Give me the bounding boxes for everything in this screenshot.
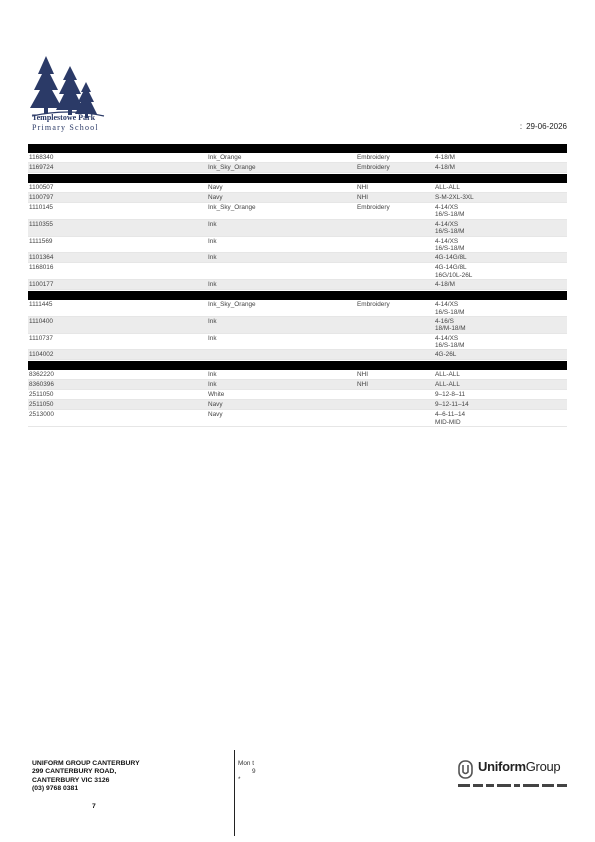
product-colour: Ink_Sky_Orange xyxy=(208,301,256,309)
size-range: ALL-ALL xyxy=(435,371,460,379)
uniform-group-wordmark xyxy=(478,759,560,774)
table-row xyxy=(28,220,567,237)
size-range: 4-14/XS xyxy=(435,334,459,342)
size-range: 16G/10L-26L xyxy=(435,271,473,279)
size-range: 9–12-8–11 xyxy=(435,391,466,399)
product-sizes xyxy=(435,153,595,161)
product-colour: Ink xyxy=(208,381,217,389)
product-decoration: Embroidery xyxy=(357,164,390,171)
size-range: 16/S-18/M xyxy=(435,211,465,219)
size-range: 4-14/XS xyxy=(435,220,459,228)
group-header-band xyxy=(28,291,567,300)
product-colour: Navy xyxy=(208,411,223,419)
product-sizes xyxy=(435,334,595,350)
product-colour: Ink_Sky_Orange xyxy=(208,164,256,171)
size-range: 16/S-18/M xyxy=(435,342,465,350)
product-code: 1110145 xyxy=(29,204,53,211)
page-number: 7 xyxy=(92,803,96,810)
footer-divider xyxy=(234,750,235,836)
product-sizes xyxy=(435,400,595,408)
size-range: 4-16/S xyxy=(435,317,454,325)
product-sizes xyxy=(435,253,595,261)
product-colour: Ink xyxy=(208,334,217,342)
product-colour: Ink xyxy=(208,317,217,325)
group-header-band xyxy=(28,144,567,153)
size-range: S-M-2XL-3XL xyxy=(435,194,474,201)
size-range: 4-18/M xyxy=(435,281,455,289)
size-range: 4G-26L xyxy=(435,351,457,359)
size-range: 4-14/XS xyxy=(435,204,459,211)
product-sizes xyxy=(435,410,595,426)
product-decoration: NHI xyxy=(357,371,369,379)
product-colour: Ink_Orange xyxy=(208,154,242,161)
product-code: 1101364 xyxy=(29,254,54,262)
footer-notes xyxy=(238,760,256,784)
group-header-band xyxy=(28,361,567,370)
address-line2: CANTERBURY VIC 3126 xyxy=(32,776,110,784)
report-date xyxy=(516,122,567,131)
size-range: 4-18/M xyxy=(435,164,455,171)
product-code: 8360396 xyxy=(29,381,54,389)
table-row xyxy=(28,334,567,351)
footer-note-line2: 9 xyxy=(252,768,256,775)
table-row xyxy=(28,153,567,163)
phone-number: (03) 9768 0381 xyxy=(32,785,79,793)
table-row xyxy=(28,400,567,410)
product-sizes xyxy=(435,380,595,388)
table-row xyxy=(28,350,567,360)
product-sizes xyxy=(435,203,595,219)
size-range: MID-MID xyxy=(435,418,461,426)
product-code: 1100507 xyxy=(29,184,54,191)
product-code: 1104002 xyxy=(29,351,54,359)
product-code: 1110737 xyxy=(29,334,53,342)
product-code: 2513000 xyxy=(29,411,54,419)
product-sizes xyxy=(435,183,595,191)
product-colour: Navy xyxy=(208,401,223,409)
table-row xyxy=(28,300,567,317)
product-colour: Ink xyxy=(208,281,217,289)
product-sizes xyxy=(435,237,595,253)
product-decoration: NHI xyxy=(357,184,369,191)
table-row xyxy=(28,370,567,380)
product-colour: Ink xyxy=(208,254,217,262)
product-colour: Ink xyxy=(208,220,217,228)
product-sizes xyxy=(435,370,595,378)
product-sizes xyxy=(435,350,595,358)
product-code: 1111569 xyxy=(29,237,53,245)
product-colour: Navy xyxy=(208,194,223,201)
size-range: 4–6-11–14 xyxy=(435,411,466,419)
product-decoration: NHI xyxy=(357,381,369,389)
product-code: 1169724 xyxy=(29,164,54,171)
product-code: 1110355 xyxy=(29,220,53,228)
product-code: 8362220 xyxy=(29,371,54,379)
size-range: ALL-ALL xyxy=(435,184,460,191)
product-sizes xyxy=(435,317,595,333)
product-sizes xyxy=(435,263,595,279)
date-value: 29-06-2026 xyxy=(526,122,567,131)
size-range: 18/M-18/M xyxy=(435,325,466,333)
footer-note-line3: * xyxy=(238,776,241,783)
product-colour: Ink xyxy=(208,237,217,245)
table-row xyxy=(28,410,567,427)
product-code: 1100797 xyxy=(29,194,54,201)
school-name-line1: Templestowe Park xyxy=(32,113,96,122)
product-code: 1110400 xyxy=(29,317,53,325)
product-decoration: NHI xyxy=(357,194,369,201)
table-row xyxy=(28,380,567,390)
size-range: 4-18/M xyxy=(435,154,455,161)
school-name-line2: Primary School xyxy=(32,123,99,132)
partner-brands-strip-icon xyxy=(458,782,568,789)
size-range: 4G-14G/8L xyxy=(435,254,467,262)
table-row xyxy=(28,203,567,220)
product-sizes xyxy=(435,300,595,316)
table-row xyxy=(28,183,567,193)
product-colour: White xyxy=(208,391,225,399)
table-row xyxy=(28,163,567,173)
group-header-band xyxy=(28,174,567,183)
product-sizes xyxy=(435,390,595,398)
product-code: 1100177 xyxy=(29,281,54,289)
footer-address xyxy=(32,760,140,794)
table-row xyxy=(28,193,567,203)
product-decoration: Embroidery xyxy=(357,154,390,161)
product-colour: Ink_Sky_Orange xyxy=(208,204,256,211)
product-colour: Navy xyxy=(208,184,223,191)
product-sizes xyxy=(435,163,595,171)
footer-note-line1: Mon t xyxy=(238,760,254,767)
size-range: 4-14/XS xyxy=(435,301,459,309)
address-line1: 299 CANTERBURY ROAD, xyxy=(32,768,117,776)
table-row xyxy=(28,253,567,263)
table-row xyxy=(28,280,567,290)
product-code: 1168016 xyxy=(29,264,54,272)
table-row xyxy=(28,263,567,280)
product-colour: Ink xyxy=(208,371,217,379)
size-range: 16/S-18/M xyxy=(435,228,465,236)
size-range: 4-14/XS xyxy=(435,237,459,245)
company-name: UNIFORM GROUP CANTERBURY xyxy=(32,760,140,767)
product-code: 2511050 xyxy=(29,391,54,399)
size-range: 16/S-18/M xyxy=(435,244,465,252)
product-sizes xyxy=(435,220,595,236)
size-range: 16/S-18/M xyxy=(435,308,465,316)
product-decoration: Embroidery xyxy=(357,204,390,211)
date-separator: : xyxy=(519,122,523,131)
size-range: ALL-ALL xyxy=(435,381,460,389)
product-sizes xyxy=(435,280,595,288)
product-code: 2511050 xyxy=(29,401,54,409)
product-decoration: Embroidery xyxy=(357,301,390,309)
product-code: 1168340 xyxy=(29,154,54,161)
size-range: 4G-14G/8L xyxy=(435,264,467,272)
table-row xyxy=(28,237,567,254)
table-row xyxy=(28,317,567,334)
product-table xyxy=(28,143,567,427)
brand-bold: Uniform xyxy=(478,759,526,774)
brand-light: Group xyxy=(525,759,561,774)
size-range: 9–12-11–14 xyxy=(435,401,469,409)
product-code: 1111445 xyxy=(29,301,53,309)
product-sizes xyxy=(435,193,595,201)
table-row xyxy=(28,390,567,400)
